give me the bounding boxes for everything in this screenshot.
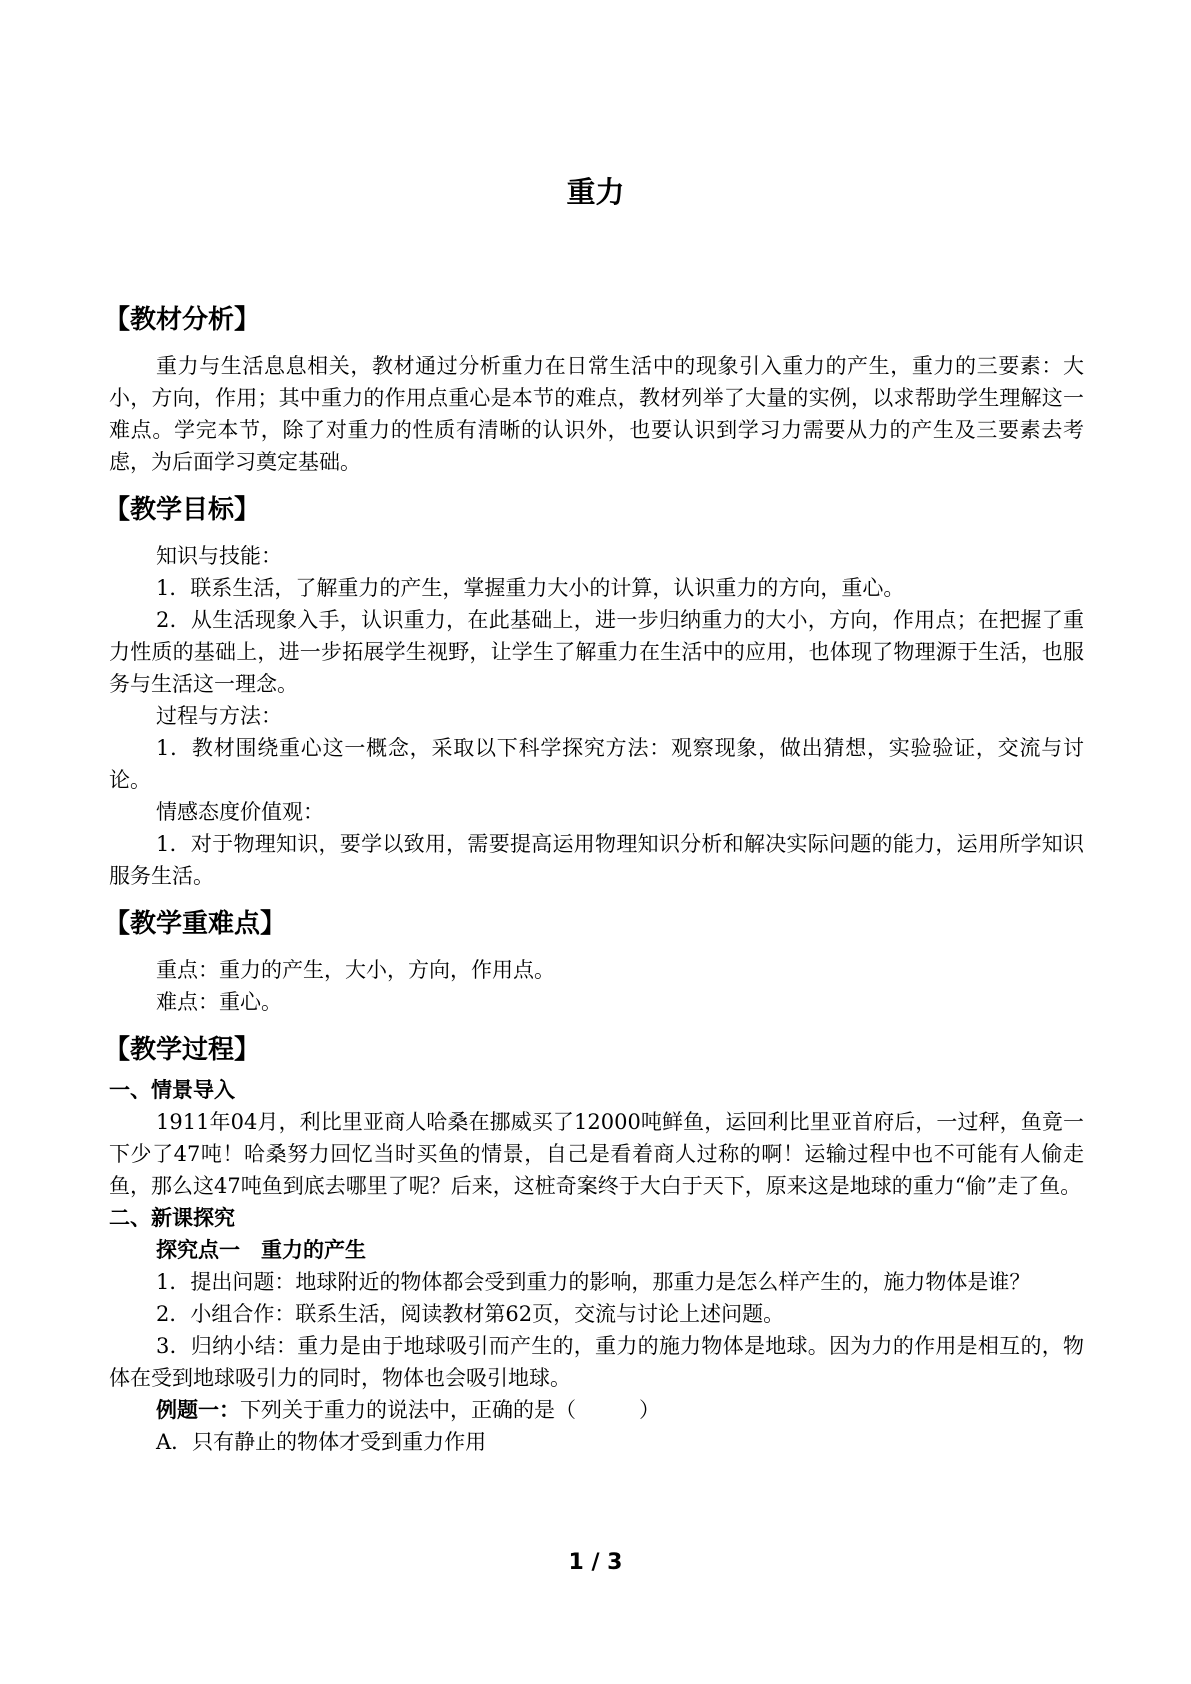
example-text: 下列关于重力的说法中，正确的是（ ）: [240, 1398, 660, 1422]
new-lesson-heading: 二、新课探究: [109, 1206, 235, 1230]
section-heading-process: 【教学过程】: [104, 1035, 261, 1065]
example-label: 例题一：: [156, 1398, 240, 1422]
document-title: 重力: [566, 175, 625, 209]
page-number: 1 / 3: [568, 1550, 623, 1575]
intro-heading: 一、情景导入: [109, 1078, 235, 1102]
exploration-point-1-heading: 探究点一 重力的产生: [156, 1238, 366, 1262]
option-a: A．只有静止的物体才受到重力作用: [156, 1430, 487, 1454]
section-heading-goals: 【教学目标】: [104, 495, 261, 525]
knowledge-item-1: 1．联系生活，了解重力的产生，掌握重力大小的计算，认识重力的方向，重心。: [156, 576, 905, 600]
section-heading-analysis: 【教材分析】: [104, 305, 261, 335]
difficult-point: 难点：重心。: [156, 990, 282, 1014]
step-1: 1．提出问题：地球附近的物体都会受到重力的影响，那重力是怎么样产生的，施力物体是谁？: [156, 1270, 1031, 1294]
knowledge-item-2: 2．从生活现象入手，认识重力，在此基础上，进一步归纳重力的大小，方向，作用点；在把握了重力性质的基础上，进一步拓展学生视野，让学生了解重力在生活中的应用，也体现了物理源于生活，也服务与生活这一理念。: [109, 608, 1084, 696]
section-heading-key-points: 【教学重难点】: [104, 909, 287, 939]
document-body: [104, 302, 1084, 1458]
analysis-paragraph: 重力与生活息息相关，教材通过分析重力在日常生活中的现象引入重力的产生，重力的三要素：大小，方向，作用；其中重力的作用点重心是本节的难点，教材列举了大量的实例，以求帮助学生理解这一难点。学完本节，除了对重力的性质有清晰的认识外，也要认识到学习力需要从力的产生及三要素去考虑，为后面学习奠定基础。: [109, 354, 1084, 474]
step-2: 2．小组合作：联系生活，阅读教材第62页，交流与讨论上述问题。: [156, 1302, 785, 1326]
example-1: [109, 1394, 1084, 1426]
emotion-item-1: 1．对于物理知识，要学以致用，需要提高运用物理知识分析和解决实际问题的能力，运用所学知识服务生活。: [109, 832, 1084, 888]
process-label: 过程与方法：: [156, 704, 282, 728]
process-item-1: 1．教材围绕重心这一概念，采取以下科学探究方法：观察现象，做出猜想，实验验证，交流与讨论。: [109, 736, 1084, 792]
knowledge-label: 知识与技能：: [156, 544, 282, 568]
intro-paragraph: 1911年04月，利比里亚商人哈桑在挪威买了12000吨鲜鱼，运回利比里亚首府后，一过秤，鱼竟一下少了47吨！哈桑努力回忆当时买鱼的情景，自己是看着商人过称的啊！运输过程中也不可能有人偷走鱼，那么这47吨鱼到底去哪里了呢？后来，这桩奇案终于大白于天下，原来这是地球的重力“偷”走了鱼。: [109, 1110, 1084, 1198]
step-3: 3．归纳小结：重力是由于地球吸引而产生的，重力的施力物体是地球。因为力的作用是相互的，物体在受到地球吸引力的同时，物体也会吸引地球。: [109, 1334, 1084, 1390]
key-point: 重点：重力的产生，大小，方向，作用点。: [156, 958, 555, 982]
emotion-label: 情感态度价值观：: [156, 800, 324, 824]
